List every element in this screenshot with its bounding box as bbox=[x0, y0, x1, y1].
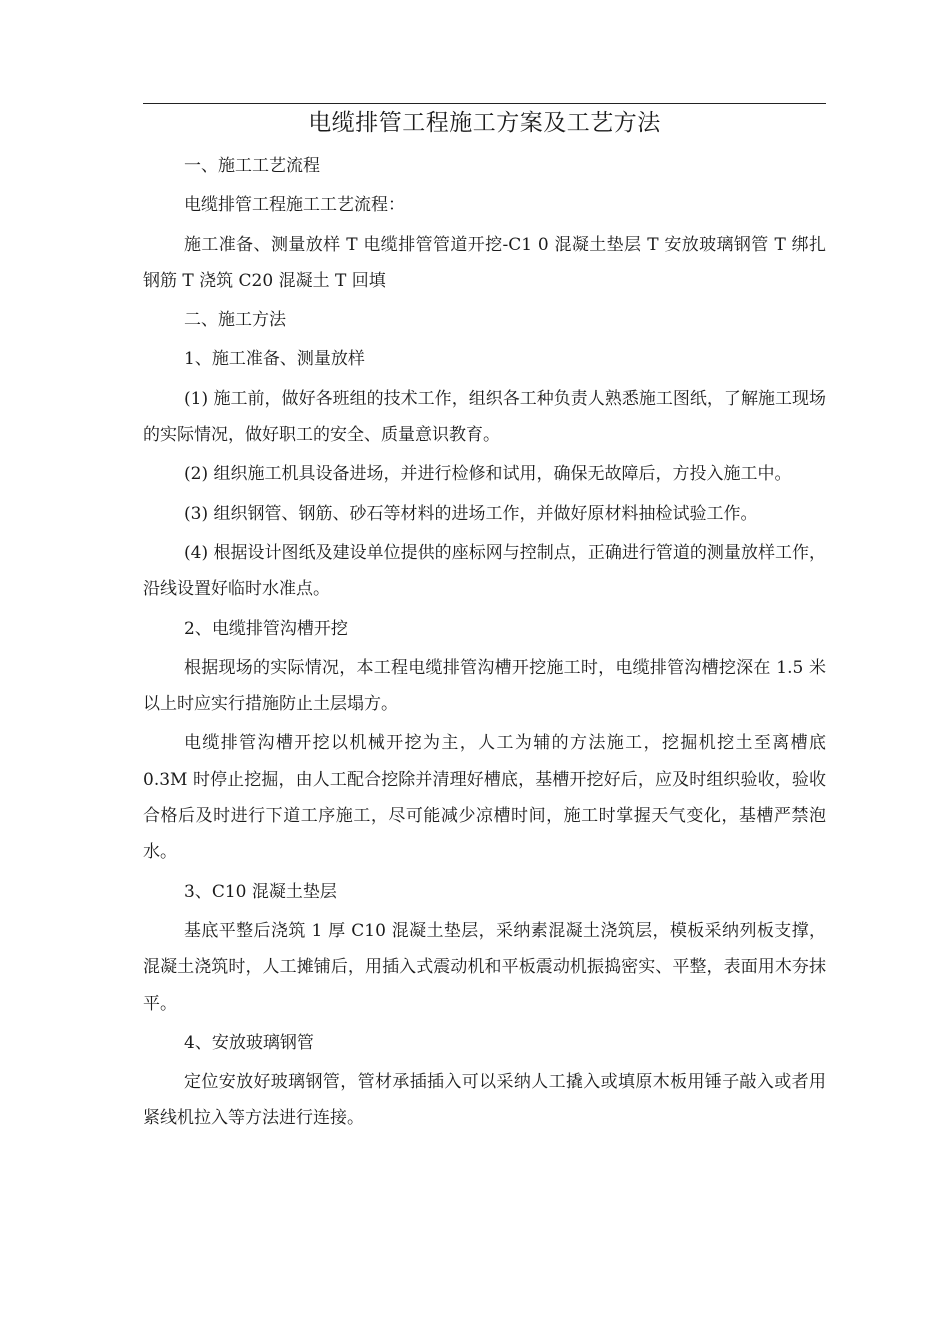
subheading-cushion: 3、C10 混凝土垫层 bbox=[184, 881, 337, 902]
paragraph-prep-1: (1) 施工前，做好各班组的技术工作，组织各工种负责人熟悉施工图纸，了解施工现场的实际情况，做好职工的安全、质量意识教育。 bbox=[143, 388, 826, 446]
header-rule bbox=[143, 103, 826, 104]
paragraph-process-flow: 施工准备、测量放样 T 电缆排管管道开挖-C1 0 混凝土垫层 T 安放玻璃钢管 T 绑扎钢筋 T 浇筑 C20 混凝土 T 回填 bbox=[143, 234, 826, 291]
section-heading-methods: 二、施工方法 bbox=[184, 310, 286, 331]
paragraph-trench-2: 电缆排管沟槽开挖以机械开挖为主，人工为辅的方法施工，挖掘机挖土至离槽底 0.3M 时停止挖掘，由人工配合挖除并清理好槽底，基槽开挖好后，应及时组织验收，验收合格后及时进行下道工序施工，尽可能减少凉槽时间，施工时掌握天气变化，基槽严禁泡水。 bbox=[143, 733, 826, 863]
document-title: 电缆排管工程施工方案及工艺方法 bbox=[308, 110, 661, 136]
document-body bbox=[143, 148, 826, 1137]
paragraph-pipe: 定位安放好玻璃钢管，管材承插插入可以采纳人工撬入或填原木板用锤子敲入或者用紧线机拉入等方法进行连接。 bbox=[143, 1072, 826, 1129]
paragraph-prep-2: (2) 组织施工机具设备进场，并进行检修和试用，确保无故障后，方投入施工中。 bbox=[184, 464, 792, 485]
paragraph-process-intro: 电缆排管工程施工工艺流程： bbox=[184, 195, 405, 216]
paragraph-prep-4: (4) 根据设计图纸及建设单位提供的座标网与控制点，正确进行管道的测量放样工作，沿线设置好临时水准点。 bbox=[143, 542, 826, 600]
paragraph-trench-1: 根据现场的实际情况，本工程电缆排管沟槽开挖施工时，电缆排管沟槽挖深在 1.5 米以上时应实行措施防止土层塌方。 bbox=[143, 657, 826, 715]
subheading-preparation: 1、施工准备、测量放样 bbox=[184, 349, 365, 370]
subheading-pipe: 4、安放玻璃钢管 bbox=[184, 1032, 314, 1053]
section-heading-process: 一、施工工艺流程 bbox=[184, 156, 320, 176]
subheading-trench: 2、电缆排管沟槽开挖 bbox=[184, 618, 348, 639]
paragraph-prep-3: (3) 组织钢管、钢筋、砂石等材料的进场工作，并做好原材料抽检试验工作。 bbox=[184, 503, 758, 524]
paragraph-cushion: 基底平整后浇筑 1 厚 C10 混凝土垫层，采纳素混凝土浇筑层，模板采纳列板支撑，混凝土浇筑时，人工摊铺后，用插入式震动机和平板震动机振捣密实、平整，表面用木夯抹平。 bbox=[143, 920, 826, 1014]
